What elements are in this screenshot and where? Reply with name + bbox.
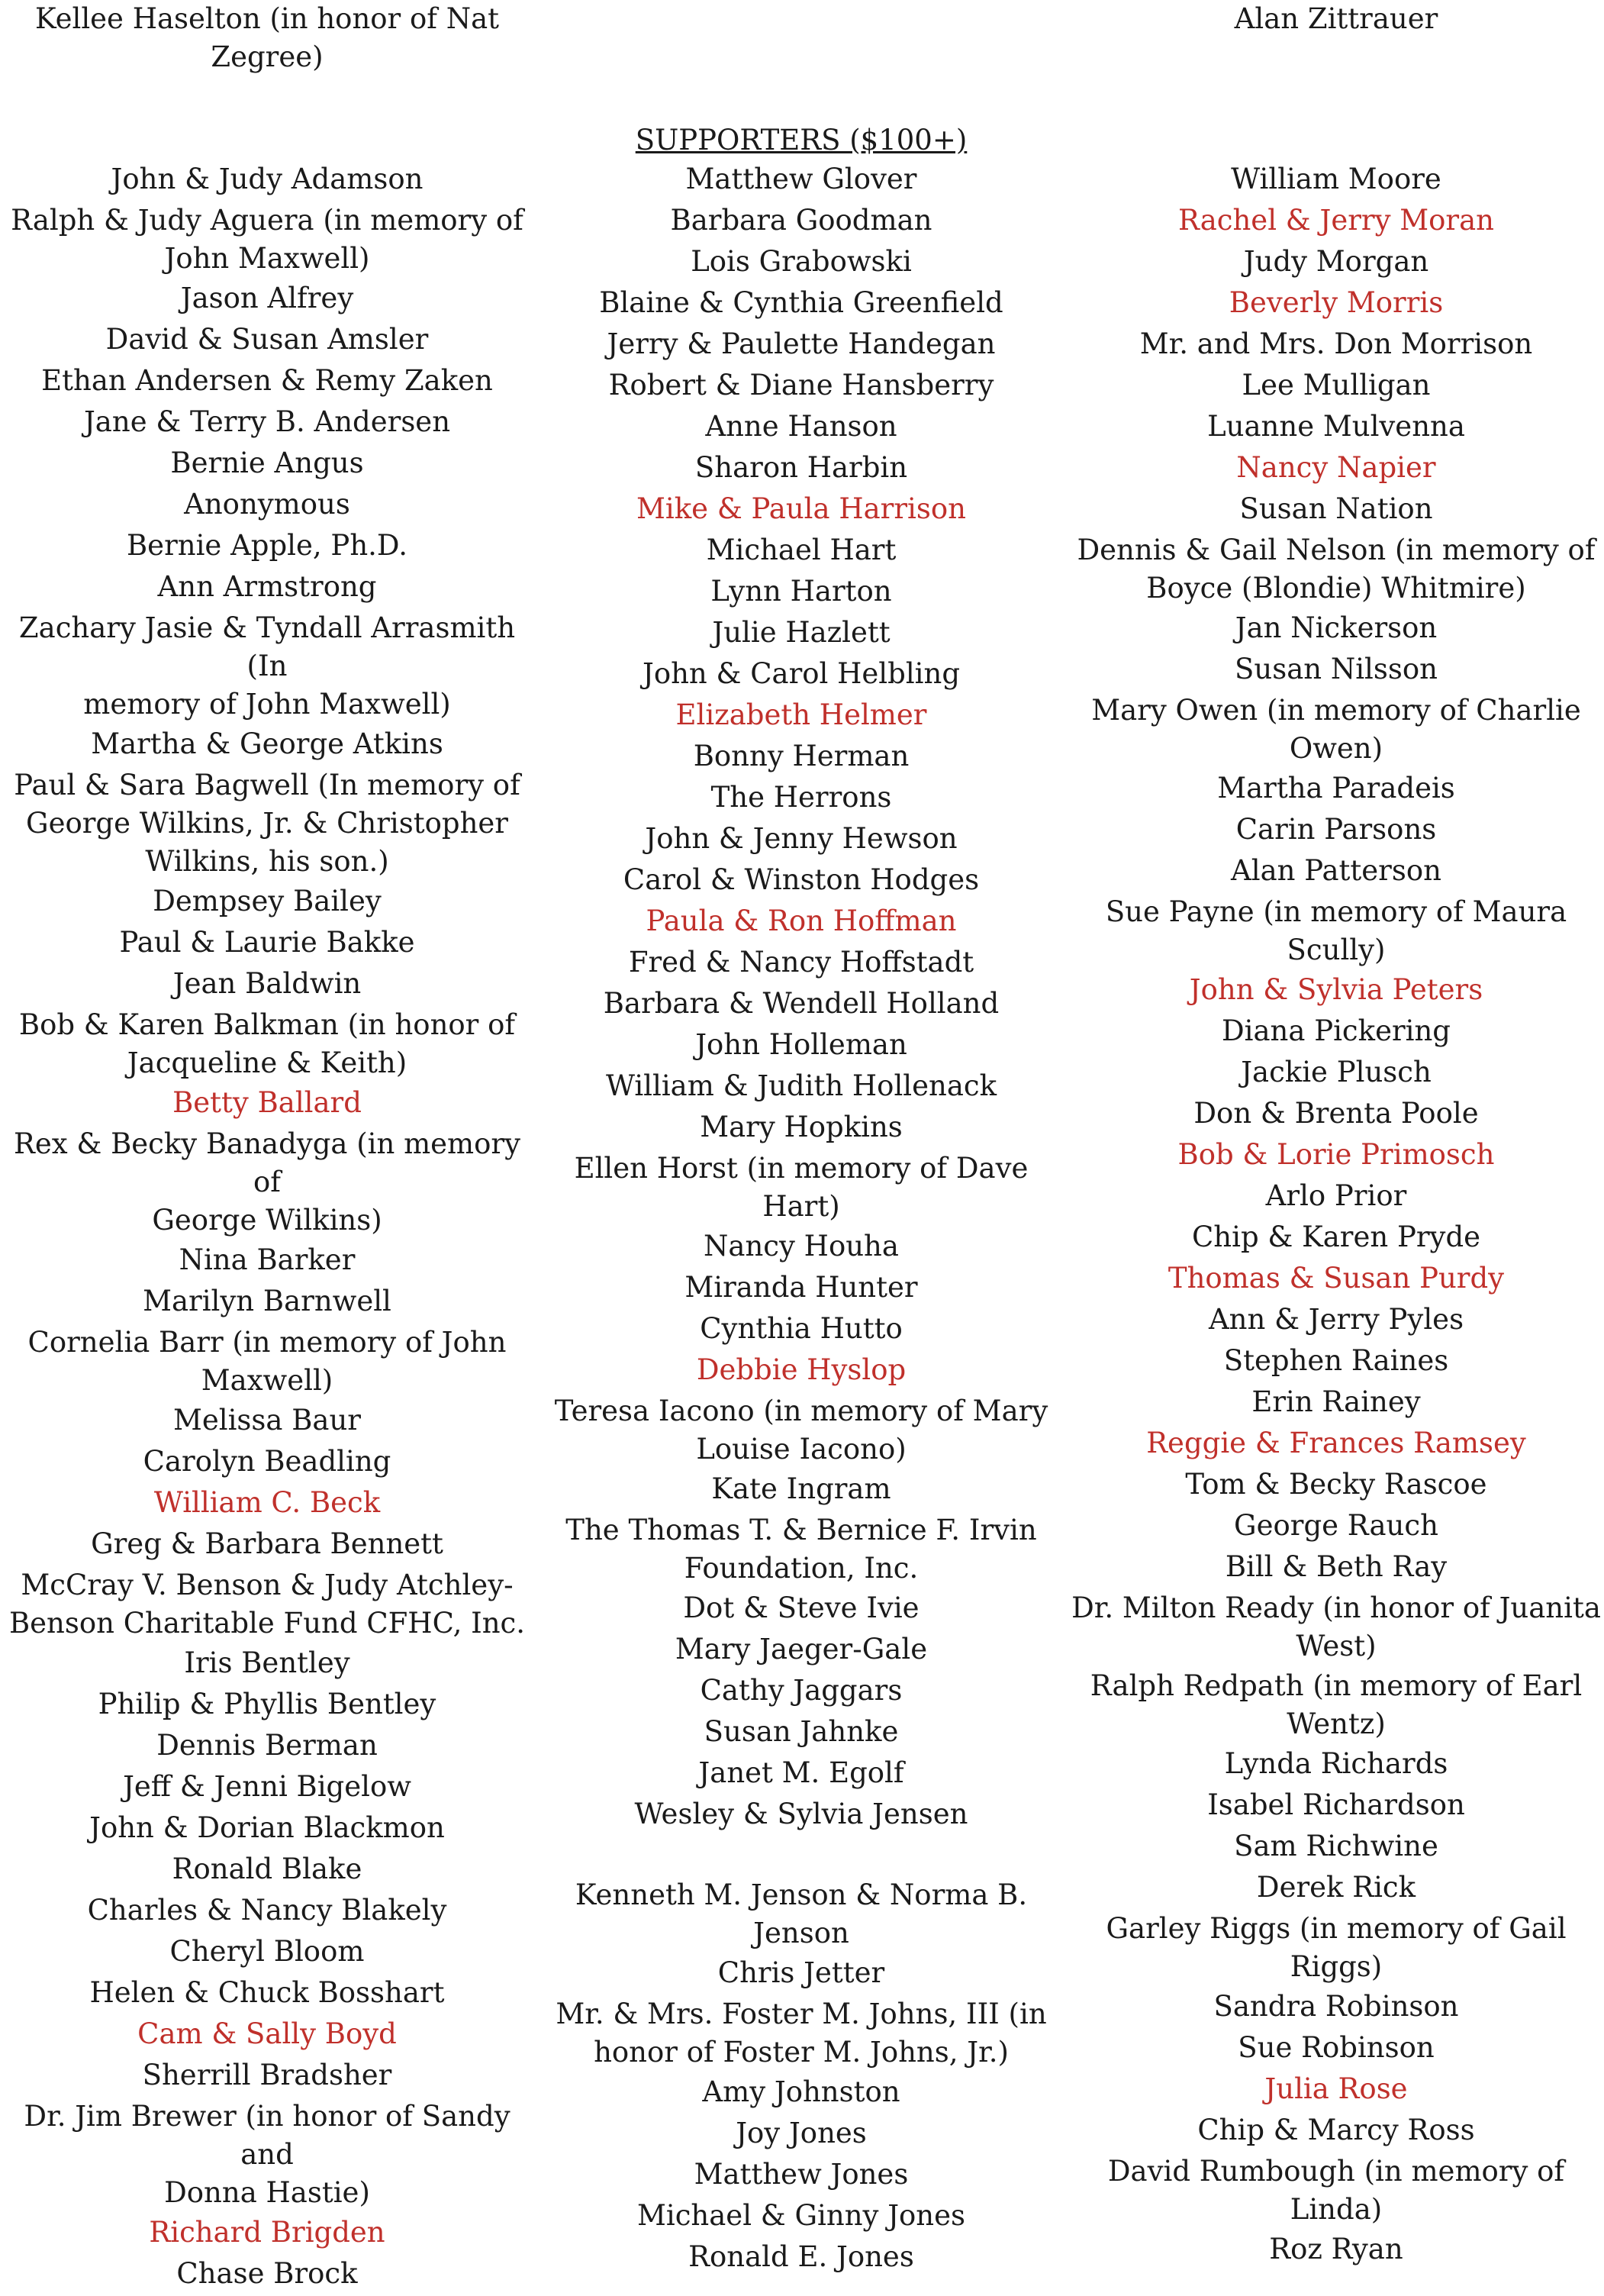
donor-name: Chip & Karen Pryde [1191, 1221, 1481, 1253]
donor-name: Mary Jaeger-Gale [675, 1633, 928, 1666]
donor-name: John & Jenny Hewson [645, 822, 958, 855]
donor-name: Dennis & Gail Nelson (in memory of Boyce (Blondie) Whitmire) [1077, 534, 1596, 605]
donor-name: Mike & Paula Harrison [636, 492, 966, 525]
donor-name: David Rumbough (in memory of Linda) [1107, 2155, 1565, 2226]
donor-name: Sam Richwine [1234, 1830, 1438, 1862]
donor-name: Julia Rose [1264, 2072, 1408, 2105]
donor-name: Dennis Berman [156, 1729, 378, 1762]
donor-name: Elizabeth Helmer [675, 698, 927, 731]
donor-column-1 [0, 160, 534, 2296]
donor-name: Martha Paradeis [1217, 772, 1455, 805]
donor-name: Nina Barker [179, 1243, 356, 1276]
donor-name: Tom & Becky Rascoe [1185, 1468, 1487, 1501]
donor-name: Ethan Andersen & Remy Zaken [41, 364, 493, 397]
donor-name: Bernie Apple, Ph.D. [126, 529, 408, 562]
donor-name: Jan Nickerson [1235, 611, 1438, 644]
donor-name: Carolyn Beadling [143, 1445, 391, 1478]
donor-name: Luanne Mulvenna [1207, 410, 1465, 443]
donor-name: Carin Parsons [1235, 813, 1437, 846]
donor-name: Diana Pickering [1221, 1014, 1451, 1047]
donor-name: Marilyn Barnwell [143, 1285, 391, 1317]
donor-name: Reggie & Frances Ramsey [1146, 1427, 1526, 1459]
donor-name: Nancy Houha [704, 1230, 899, 1262]
donor-name: Joy Jones [736, 2117, 867, 2149]
donor-name: Susan Nation [1239, 492, 1433, 525]
donor-name: Mr. & Mrs. Foster M. Johns, III (in honor of Foster M. Johns, Jr.) [556, 1998, 1047, 2069]
donor-name: Chase Brock [176, 2257, 358, 2290]
donor-name: Ralph & Judy Aguera (in memory of John Maxwell) [11, 204, 523, 275]
donor-name: Alan Patterson [1231, 854, 1441, 887]
donor-name: Garley Riggs (in memory of Gail Riggs) [1106, 1912, 1567, 1983]
donor-name: Rachel & Jerry Moran [1177, 204, 1494, 237]
donor-name: Anne Hanson [705, 410, 897, 443]
donor-name: Matthew Jones [694, 2158, 909, 2191]
donor-name: Anonymous [184, 488, 350, 521]
donor-name: Cam & Sally Boyd [137, 2017, 397, 2050]
donor-name: Janet M. Egolf [698, 1756, 904, 1789]
donor-name: Michael Hart [706, 534, 897, 566]
donor-name: John & Carol Helbling [642, 657, 960, 690]
donor-name: Nancy Napier [1236, 451, 1436, 484]
donor-name: Paula & Ron Hoffman [646, 905, 957, 937]
donor-name: Judy Morgan [1243, 245, 1429, 278]
donor-name: Kate Ingram [711, 1472, 891, 1505]
donor-name: Lynn Harton [710, 575, 892, 608]
donor-name: Martha & George Atkins [91, 727, 443, 760]
donor-name: Charles & Nancy Blakely [87, 1894, 447, 1927]
donor-name: Amy Johnston [702, 2075, 900, 2108]
donor-name: Ann & Jerry Pyles [1208, 1303, 1464, 1336]
donor-name: Cynthia Hutto [700, 1312, 903, 1345]
donor-name: John Holleman [695, 1028, 907, 1061]
donor-name: Kenneth M. Jenson & Norma B. Jenson [575, 1878, 1028, 1949]
donor-name: Teresa Iacono (in memory of Mary Louise Iacono) [554, 1395, 1048, 1466]
donor-name: Roz Ryan [1269, 2233, 1403, 2265]
donor-name: Bob & Karen Balkman (in honor of Jacqueline & Keith) [18, 1008, 516, 1079]
donor-name: Matthew Glover [685, 163, 917, 195]
donor-name: Jane & Terry B. Andersen [83, 405, 451, 438]
donor-name: Chris Jetter [717, 1956, 885, 1989]
donor-name: Ann Armstrong [157, 570, 377, 603]
top-right-donor: Alan Zittrauer [1234, 2, 1438, 35]
donor-name: Sue Robinson [1238, 2031, 1435, 2064]
donor-name: The Herrons [710, 781, 892, 814]
donor-name: William & Judith Hollenack [605, 1069, 997, 1102]
donor-name: McCray V. Benson & Judy Atchley- Benson Charitable Fund CFHC, Inc. [8, 1569, 526, 1640]
donor-name: Sharon Harbin [694, 451, 908, 484]
donor-name: Dr. Jim Brewer (in honor of Sandy and Donna Hastie) [24, 2100, 511, 2209]
donor-name: Mary Owen (in memory of Charlie Owen) [1091, 694, 1581, 765]
donor-name: William Moore [1231, 163, 1441, 195]
donor-name: Bonny Herman [693, 740, 910, 772]
donor-column-2 [534, 160, 1068, 2279]
donor-name: Beverly Morris [1229, 286, 1444, 319]
donor-name: George Rauch [1234, 1509, 1438, 1542]
donor-name: Stephen Raines [1223, 1344, 1449, 1377]
donor-name: Fred & Nancy Hoffstadt [628, 946, 974, 979]
donor-name: Bernie Angus [170, 447, 364, 479]
donor-name: John & Sylvia Peters [1189, 973, 1483, 1006]
donor-name: Betty Ballard [172, 1086, 362, 1119]
donor-name: Don & Brenta Poole [1193, 1097, 1479, 1130]
donor-name: Dr. Milton Ready (in honor of Juanita West) [1071, 1591, 1601, 1662]
donor-name: John & Dorian Blackmon [89, 1811, 445, 1844]
donor-name: Carol & Winston Hodges [623, 863, 980, 896]
donor-name: Thomas & Susan Purdy [1168, 1262, 1505, 1295]
donor-name: Lee Mulligan [1242, 369, 1431, 401]
donor-name: Debbie Hyslop [696, 1353, 907, 1386]
donor-name: Melissa Baur [172, 1404, 361, 1437]
donor-name: Helen & Chuck Bosshart [89, 1976, 445, 2009]
donor-name: Ellen Horst (in memory of Dave Hart) [574, 1152, 1029, 1223]
donor-name: Arlo Prior [1265, 1179, 1407, 1212]
supporters-heading: SUPPORTERS ($100+) [635, 124, 968, 156]
donor-name: Cathy Jaggars [700, 1674, 903, 1707]
donor-name: Isabel Richardson [1207, 1788, 1465, 1821]
donor-name: Derek Rick [1256, 1871, 1416, 1904]
donor-name: Barbara & Wendell Holland [603, 987, 1000, 1020]
donor-name: Paul & Laurie Bakke [119, 926, 415, 959]
donor-name: Philip & Phyllis Bentley [98, 1688, 436, 1720]
donor-name: Richard Brigden [149, 2216, 385, 2249]
donor-name: Jerry & Paulette Handegan [607, 327, 996, 360]
blank-line [534, 1836, 1068, 1876]
donor-name: Sue Payne (in memory of Maura Scully) [1105, 895, 1567, 966]
donor-name: Barbara Goodman [670, 204, 932, 237]
donor-name: William C. Beck [153, 1486, 381, 1519]
donor-name: Jean Baldwin [172, 967, 362, 1000]
donor-name: Robert & Diane Hansberry [608, 369, 994, 401]
donor-name: Dot & Steve Ivie [683, 1591, 920, 1624]
donor-name: John & Judy Adamson [111, 163, 424, 195]
donor-name: Sandra Robinson [1213, 1990, 1459, 2023]
donor-name: Cornelia Barr (in memory of John Maxwell) [27, 1326, 507, 1397]
top-left-donor: Kellee Haselton (in honor of Nat Zegree) [34, 2, 500, 73]
donor-name: Bill & Beth Ray [1225, 1550, 1448, 1583]
donor-name: Blaine & Cynthia Greenfield [599, 286, 1003, 319]
donor-name: Zachary Jasie & Tyndall Arrasmith (In memory of John Maxwell) [18, 611, 516, 721]
donor-name: Lynda Richards [1224, 1747, 1448, 1780]
donor-name: The Thomas T. & Bernice F. Irvin Foundation, Inc. [565, 1514, 1037, 1585]
donor-name: Mr. and Mrs. Don Morrison [1139, 327, 1533, 360]
donor-name: Julie Hazlett [712, 616, 891, 649]
donor-name: Sherrill Bradsher [142, 2059, 392, 2091]
donor-name: Jason Alfrey [180, 282, 354, 314]
donor-name: Ronald E. Jones [688, 2240, 914, 2273]
donor-name: Iris Bentley [184, 1646, 350, 1679]
donor-name: David & Susan Amsler [105, 323, 429, 356]
donor-name: Greg & Barbara Bennett [91, 1527, 443, 1560]
donor-name: Miranda Hunter [684, 1271, 918, 1304]
donor-name: Susan Nilsson [1235, 653, 1438, 685]
donor-name: Michael & Ginny Jones [636, 2199, 966, 2232]
donor-name: Jackie Plusch [1241, 1056, 1432, 1088]
donor-name: Lois Grabowski [691, 245, 912, 278]
donor-name: Bob & Lorie Primosch [1177, 1138, 1495, 1171]
donor-name: Wesley & Sylvia Jensen [634, 1798, 968, 1830]
donor-name: Ralph Redpath (in memory of Earl Wentz) [1090, 1669, 1583, 1740]
donor-name: Chip & Marcy Ross [1197, 2114, 1475, 2146]
donor-name: Susan Jahnke [704, 1715, 899, 1748]
donor-name: Ronald Blake [172, 1853, 362, 1885]
donor-name: Mary Hopkins [700, 1111, 903, 1143]
donor-name: Paul & Sara Bagwell (In memory of George Wilkins, Jr. & Christopher Wilkins, his son.) [14, 769, 520, 878]
donor-name: Jeff & Jenni Bigelow [123, 1770, 411, 1803]
donor-column-3 [1068, 160, 1604, 2272]
donor-name: Cheryl Bloom [169, 1935, 365, 1968]
donor-name: Dempsey Bailey [153, 885, 382, 917]
donor-name: Rex & Becky Banadyga (in memory of George Wilkins) [14, 1127, 520, 1237]
donor-name: Erin Rainey [1251, 1385, 1421, 1418]
